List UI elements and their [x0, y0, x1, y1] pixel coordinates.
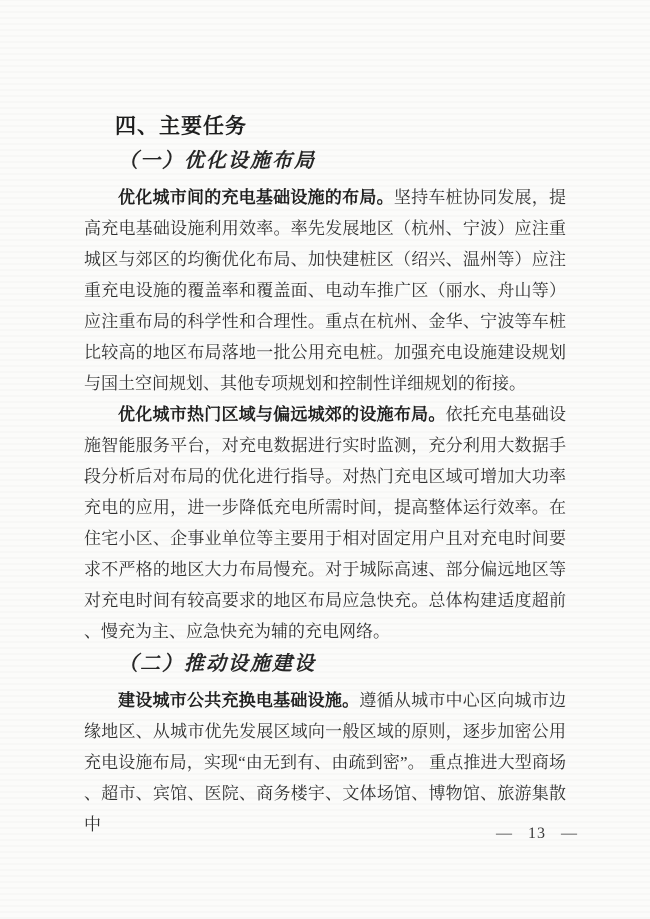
page-content	[84, 112, 566, 840]
subheading-1: （一）优化设施布局	[118, 150, 316, 172]
paragraph	[84, 182, 566, 399]
paragraph	[84, 685, 566, 840]
paragraph-lead: 优化城市热门区域与偏远城郊的设施布局。	[118, 405, 446, 424]
section-heading: 四、主要任务	[115, 115, 247, 138]
paragraph-lead: 优化城市间的充电基础设施的布局。	[118, 188, 394, 207]
paragraph-body: 依托充电基础设施智能服务平台，对充电数据进行实时监测，充分利用大数据手段分析后对布局的优化进行指导。对热门充电区域可增加大功率充电的应用，进一步降低充电所需时间，提高整体运行效率。在住宅小区、企事业单位等主要用于相对固定用户且对充电时间要求不严格的地区大力布局慢充。对于城际高速、部分偏远地区等对充电时间有较高要求的地区布局应急快充。总体构建适度超前、慢充为主、应急快充为辅的充电网络。	[84, 405, 567, 641]
paragraph-body: 遵循从城市中心区向城市边缘地区、从城市优先发展区域向一般区域的原则，逐步加密公用充电设施布局，实现“由无到有、由疏到密”。 重点推进大型商场、超市、宾馆、医院、商务楼宇、文体场馆、博物馆、旅游集散中	[84, 691, 566, 834]
paragraph-body: 坚持车桩协同发展，提高充电基础设施利用效率。率先发展地区（杭州、宁波）应注重城区与郊区的均衡优化布局、加快建桩区（绍兴、温州等）应注重充电设施的覆盖率和覆盖面、电动车推广区（丽水、舟山等）应注重布局的科学性和合理性。重点在杭州、金华、宁波等车桩比较高的地区布局落地一批公用充电桩。加强充电设施建设规划与国土空间规划、其他专项规划和控制性详细规划的衔接。	[84, 188, 567, 393]
paragraph	[84, 399, 566, 647]
paragraph-lead: 建设城市公共充换电基础设施。	[118, 691, 360, 710]
page-number: — 13 —	[496, 825, 578, 842]
subheading-2: （二）推动设施建设	[118, 653, 316, 675]
